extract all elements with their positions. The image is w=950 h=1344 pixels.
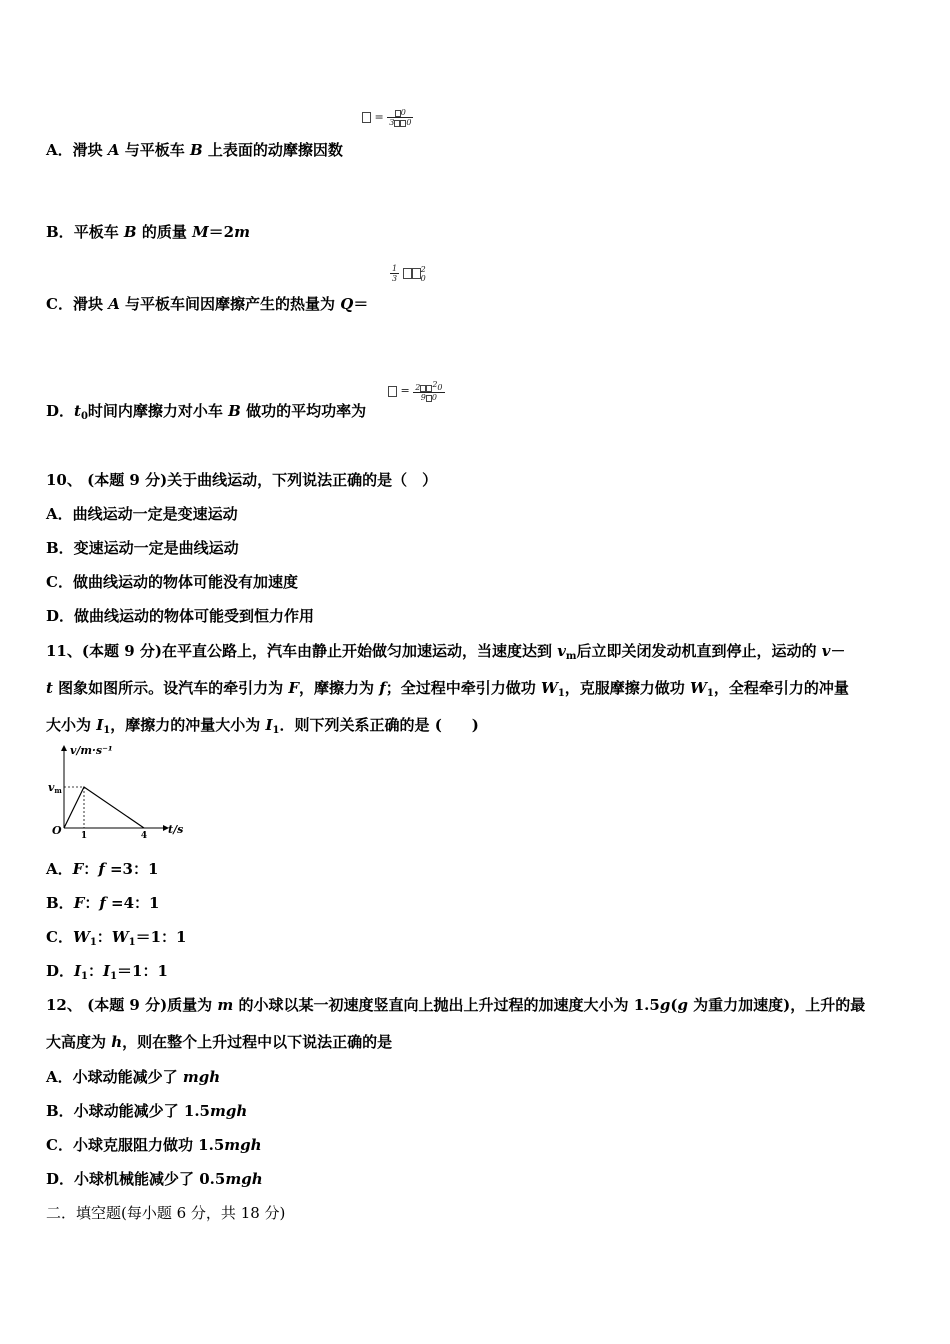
x-tick-4: 4 bbox=[140, 831, 148, 841]
q12-stem-line1: 12、 (本题 9 分)质量为 m 的小球以某一初速度竖直向上抛出上升过程的加速度大小为 1.5g(g 为重力加速度)，上升的最 bbox=[46, 996, 866, 1014]
q9-option-c: C．滑块 A 与平板车间因摩擦产生的热量为 Q＝ bbox=[46, 295, 369, 313]
q12-option-a: A．小球动能减少了 mgh bbox=[46, 1068, 221, 1086]
q11-option-d: D．$I_1$：$I_1=1$：1 bbox=[46, 962, 168, 982]
formula-a-den: 3 bbox=[389, 118, 395, 127]
q10-stem: 10、 (本题 9 分)关于曲线运动，下列说法正确的是（ ） bbox=[46, 471, 438, 489]
q12-stem-line2: 大高度为 h，则在整个上升过程中以下说法正确的是 bbox=[46, 1033, 393, 1051]
q9-option-d: D．$t_0$时间内摩擦力对小车 B 做功的平均功率为 bbox=[46, 402, 367, 422]
q10-option-d: D．做曲线运动的物体可能受到恒力作用 bbox=[46, 607, 315, 625]
formula-a-num: 0 bbox=[400, 108, 406, 117]
q11-option-c: C．$W_1$：$W_1=1$：1 bbox=[46, 928, 187, 948]
q11-stem-line1: 11、(本题 9 分)在平直公路上，汽车由静止开始做匀加速运动，当速度达到 $v_m$后立即关闭发动机直到停止，运动的 v－ bbox=[46, 642, 846, 662]
q11-option-a: A．F：f =3：1 bbox=[46, 860, 159, 878]
placeholder-glyph bbox=[362, 112, 371, 123]
formula-d-sub: 0 bbox=[437, 383, 443, 392]
formula-c-num: 1 bbox=[392, 264, 398, 273]
formula-c-sub: 0 bbox=[420, 273, 426, 283]
q9-option-a: A．滑块 A 与平板车 B 上表面的动摩擦因数 bbox=[46, 141, 343, 159]
formula-mu: = $\frac{0}{3 0}$ bbox=[362, 108, 413, 127]
origin-label: O bbox=[52, 824, 62, 837]
formula-c-den: 3 bbox=[392, 274, 398, 283]
velocity-series-line bbox=[64, 787, 144, 828]
q11-option-b: B．F：f =4：1 bbox=[46, 894, 160, 912]
y-axis-label: v/m·s⁻¹ bbox=[70, 744, 113, 757]
q11-stem-line2: t 图象如图所示。设汽车的牵引力为 F，摩擦力为 f；全过程中牵引力做功 $W_1$，克服摩擦力做功 $W_1$，全程牵引力的冲量 bbox=[46, 679, 849, 699]
vt-graph bbox=[46, 740, 196, 845]
q10-option-b: B．变速运动一定是曲线运动 bbox=[46, 539, 239, 557]
q10-option-c: C．做曲线运动的物体可能没有加速度 bbox=[46, 573, 298, 591]
formula-c-sup: 2 bbox=[420, 264, 426, 274]
formula-d-sup: 2 bbox=[432, 380, 438, 389]
q12-option-c: C．小球克服阻力做功 1.5mgh bbox=[46, 1136, 262, 1154]
q12-option-b: B．小球动能减少了 1.5mgh bbox=[46, 1102, 248, 1120]
vm-tick-label: vm bbox=[48, 781, 62, 795]
formula-d-num: 2 bbox=[415, 383, 421, 392]
formula-heat bbox=[390, 264, 426, 283]
x-tick-1: 1 bbox=[80, 831, 88, 841]
formula-d-den-sub: 0 bbox=[431, 393, 437, 402]
q12-option-d: D．小球机械能减少了 0.5mgh bbox=[46, 1170, 263, 1188]
formula-d-den: 9 bbox=[420, 393, 426, 402]
q11-stem-line3: 大小为 $I_1$，摩擦力的冲量大小为 $I_1$．则下列关系正确的是 ( ) bbox=[46, 716, 479, 736]
formula-power: = $\frac{2 20}{9 0}$ bbox=[388, 380, 445, 402]
q10-option-a: A．曲线运动一定是变速运动 bbox=[46, 505, 238, 523]
section-title: 二．填空题(每小题 6 分，共 18 分) bbox=[46, 1204, 286, 1222]
formula-a-den-sub: 0 bbox=[406, 118, 412, 127]
x-axis-label: t/s bbox=[168, 823, 184, 836]
q9-option-b: B．平板车 B 的质量 M＝2m bbox=[46, 223, 250, 241]
